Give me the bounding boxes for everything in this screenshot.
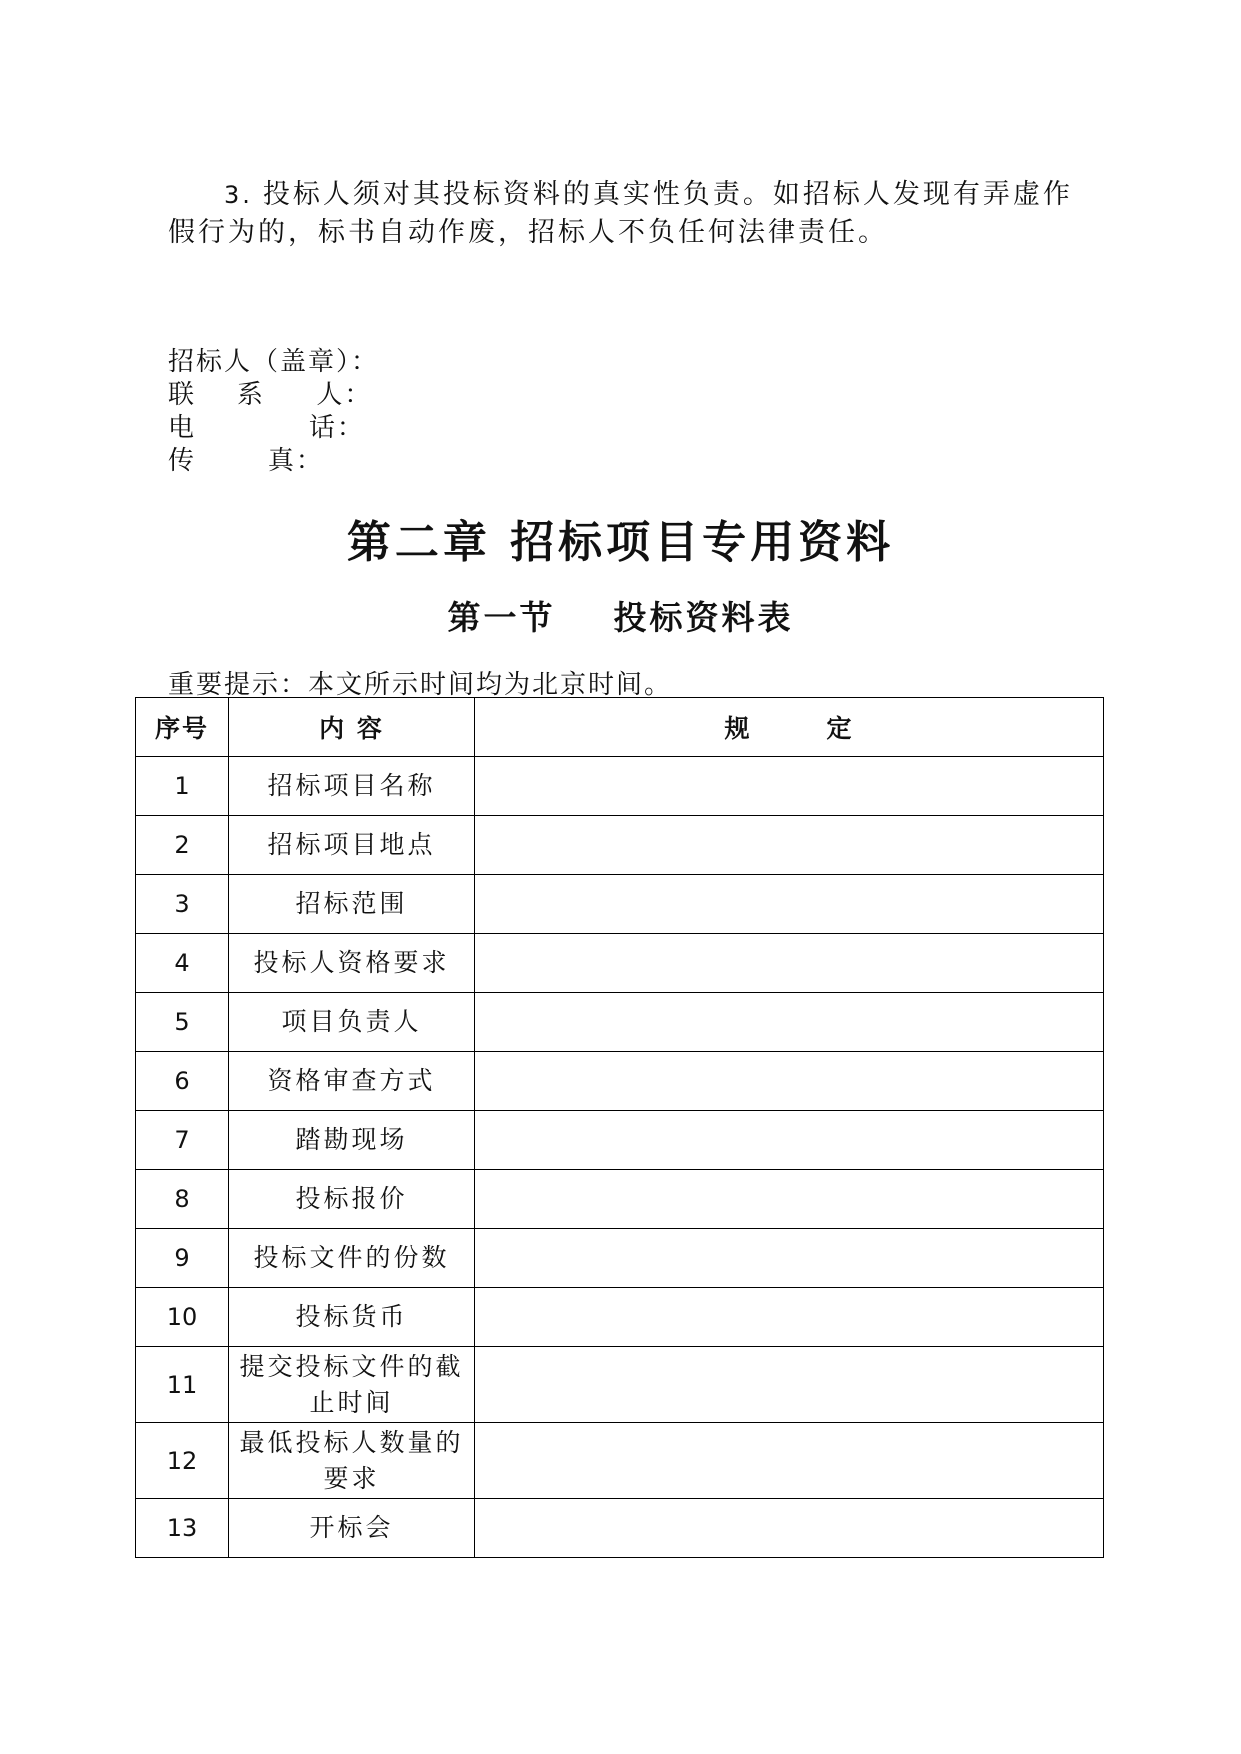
contact-block: [168, 346, 379, 478]
paragraph-text: 投标人须对其投标资料的真实性负责。如招标人发现有弄虚作假行为的，标书自动作废，招标人不负任何法律责任。: [168, 179, 1073, 248]
row-content: 投标人资格要求: [229, 934, 475, 993]
header-number: 序号: [136, 698, 229, 757]
row-rule: [475, 1052, 1104, 1111]
header-content: 内 容: [229, 698, 475, 757]
row-rule: [475, 1423, 1104, 1499]
table-row: [136, 757, 1104, 816]
row-number: 3: [136, 875, 229, 934]
row-rule: [475, 993, 1104, 1052]
row-content: 开标会: [229, 1499, 475, 1558]
seal-label: 招标人（盖章）：: [168, 347, 380, 377]
row-number: 4: [136, 934, 229, 993]
bid-info-table: [135, 697, 1104, 1558]
table-row: [136, 1423, 1104, 1499]
row-number: 12: [136, 1423, 229, 1499]
row-content: 招标项目名称: [229, 757, 475, 816]
row-number: 6: [136, 1052, 229, 1111]
table-row: [136, 1111, 1104, 1170]
header-rule: 规 定: [475, 698, 1104, 757]
row-rule: [475, 1499, 1104, 1558]
table-row: [136, 934, 1104, 993]
row-number: 10: [136, 1288, 229, 1347]
table-row: [136, 1499, 1104, 1558]
row-number: 2: [136, 816, 229, 875]
row-number: 13: [136, 1499, 229, 1558]
row-rule: [475, 816, 1104, 875]
row-content: 资格审查方式: [229, 1052, 475, 1111]
row-content: 最低投标人数量的要求: [229, 1423, 475, 1499]
table-header-row: [136, 698, 1104, 757]
paragraph-number: 3.: [224, 181, 253, 209]
row-content: 踏勘现场: [229, 1111, 475, 1170]
row-number: 9: [136, 1229, 229, 1288]
row-number: 1: [136, 757, 229, 816]
row-content: 投标报价: [229, 1170, 475, 1229]
fax-label: 传 真：: [168, 446, 324, 476]
row-rule: [475, 875, 1104, 934]
table-row: [136, 816, 1104, 875]
row-number: 5: [136, 993, 229, 1052]
row-number: 7: [136, 1111, 229, 1170]
table-row: [136, 1229, 1104, 1288]
section-title: 第一节 投标资料表: [447, 598, 794, 637]
row-rule: [475, 1288, 1104, 1347]
row-number: 8: [136, 1170, 229, 1229]
important-hint: 重要提示：本文所示时间均为北京时间。: [168, 670, 673, 700]
table-row: [136, 1170, 1104, 1229]
row-rule: [475, 1111, 1104, 1170]
row-content: 投标文件的份数: [229, 1229, 475, 1288]
row-rule: [475, 1347, 1104, 1423]
row-content: 招标项目地点: [229, 816, 475, 875]
row-content: 投标货币: [229, 1288, 475, 1347]
row-content: 招标范围: [229, 875, 475, 934]
chapter-title: 第二章 招标项目专用资料: [346, 517, 895, 568]
table-row: [136, 1052, 1104, 1111]
table-row: [136, 1288, 1104, 1347]
table-row: [136, 993, 1104, 1052]
responsibility-paragraph: [168, 176, 1088, 251]
row-content: 项目负责人: [229, 993, 475, 1052]
row-rule: [475, 1229, 1104, 1288]
table-row: [136, 1347, 1104, 1423]
contact-person-label: 联 系 人：: [168, 380, 373, 410]
phone-label: 电 话：: [168, 413, 365, 443]
row-number: 11: [136, 1347, 229, 1423]
row-content: 提交投标文件的截止时间: [229, 1347, 475, 1423]
row-rule: [475, 757, 1104, 816]
row-rule: [475, 934, 1104, 993]
table-row: [136, 875, 1104, 934]
row-rule: [475, 1170, 1104, 1229]
